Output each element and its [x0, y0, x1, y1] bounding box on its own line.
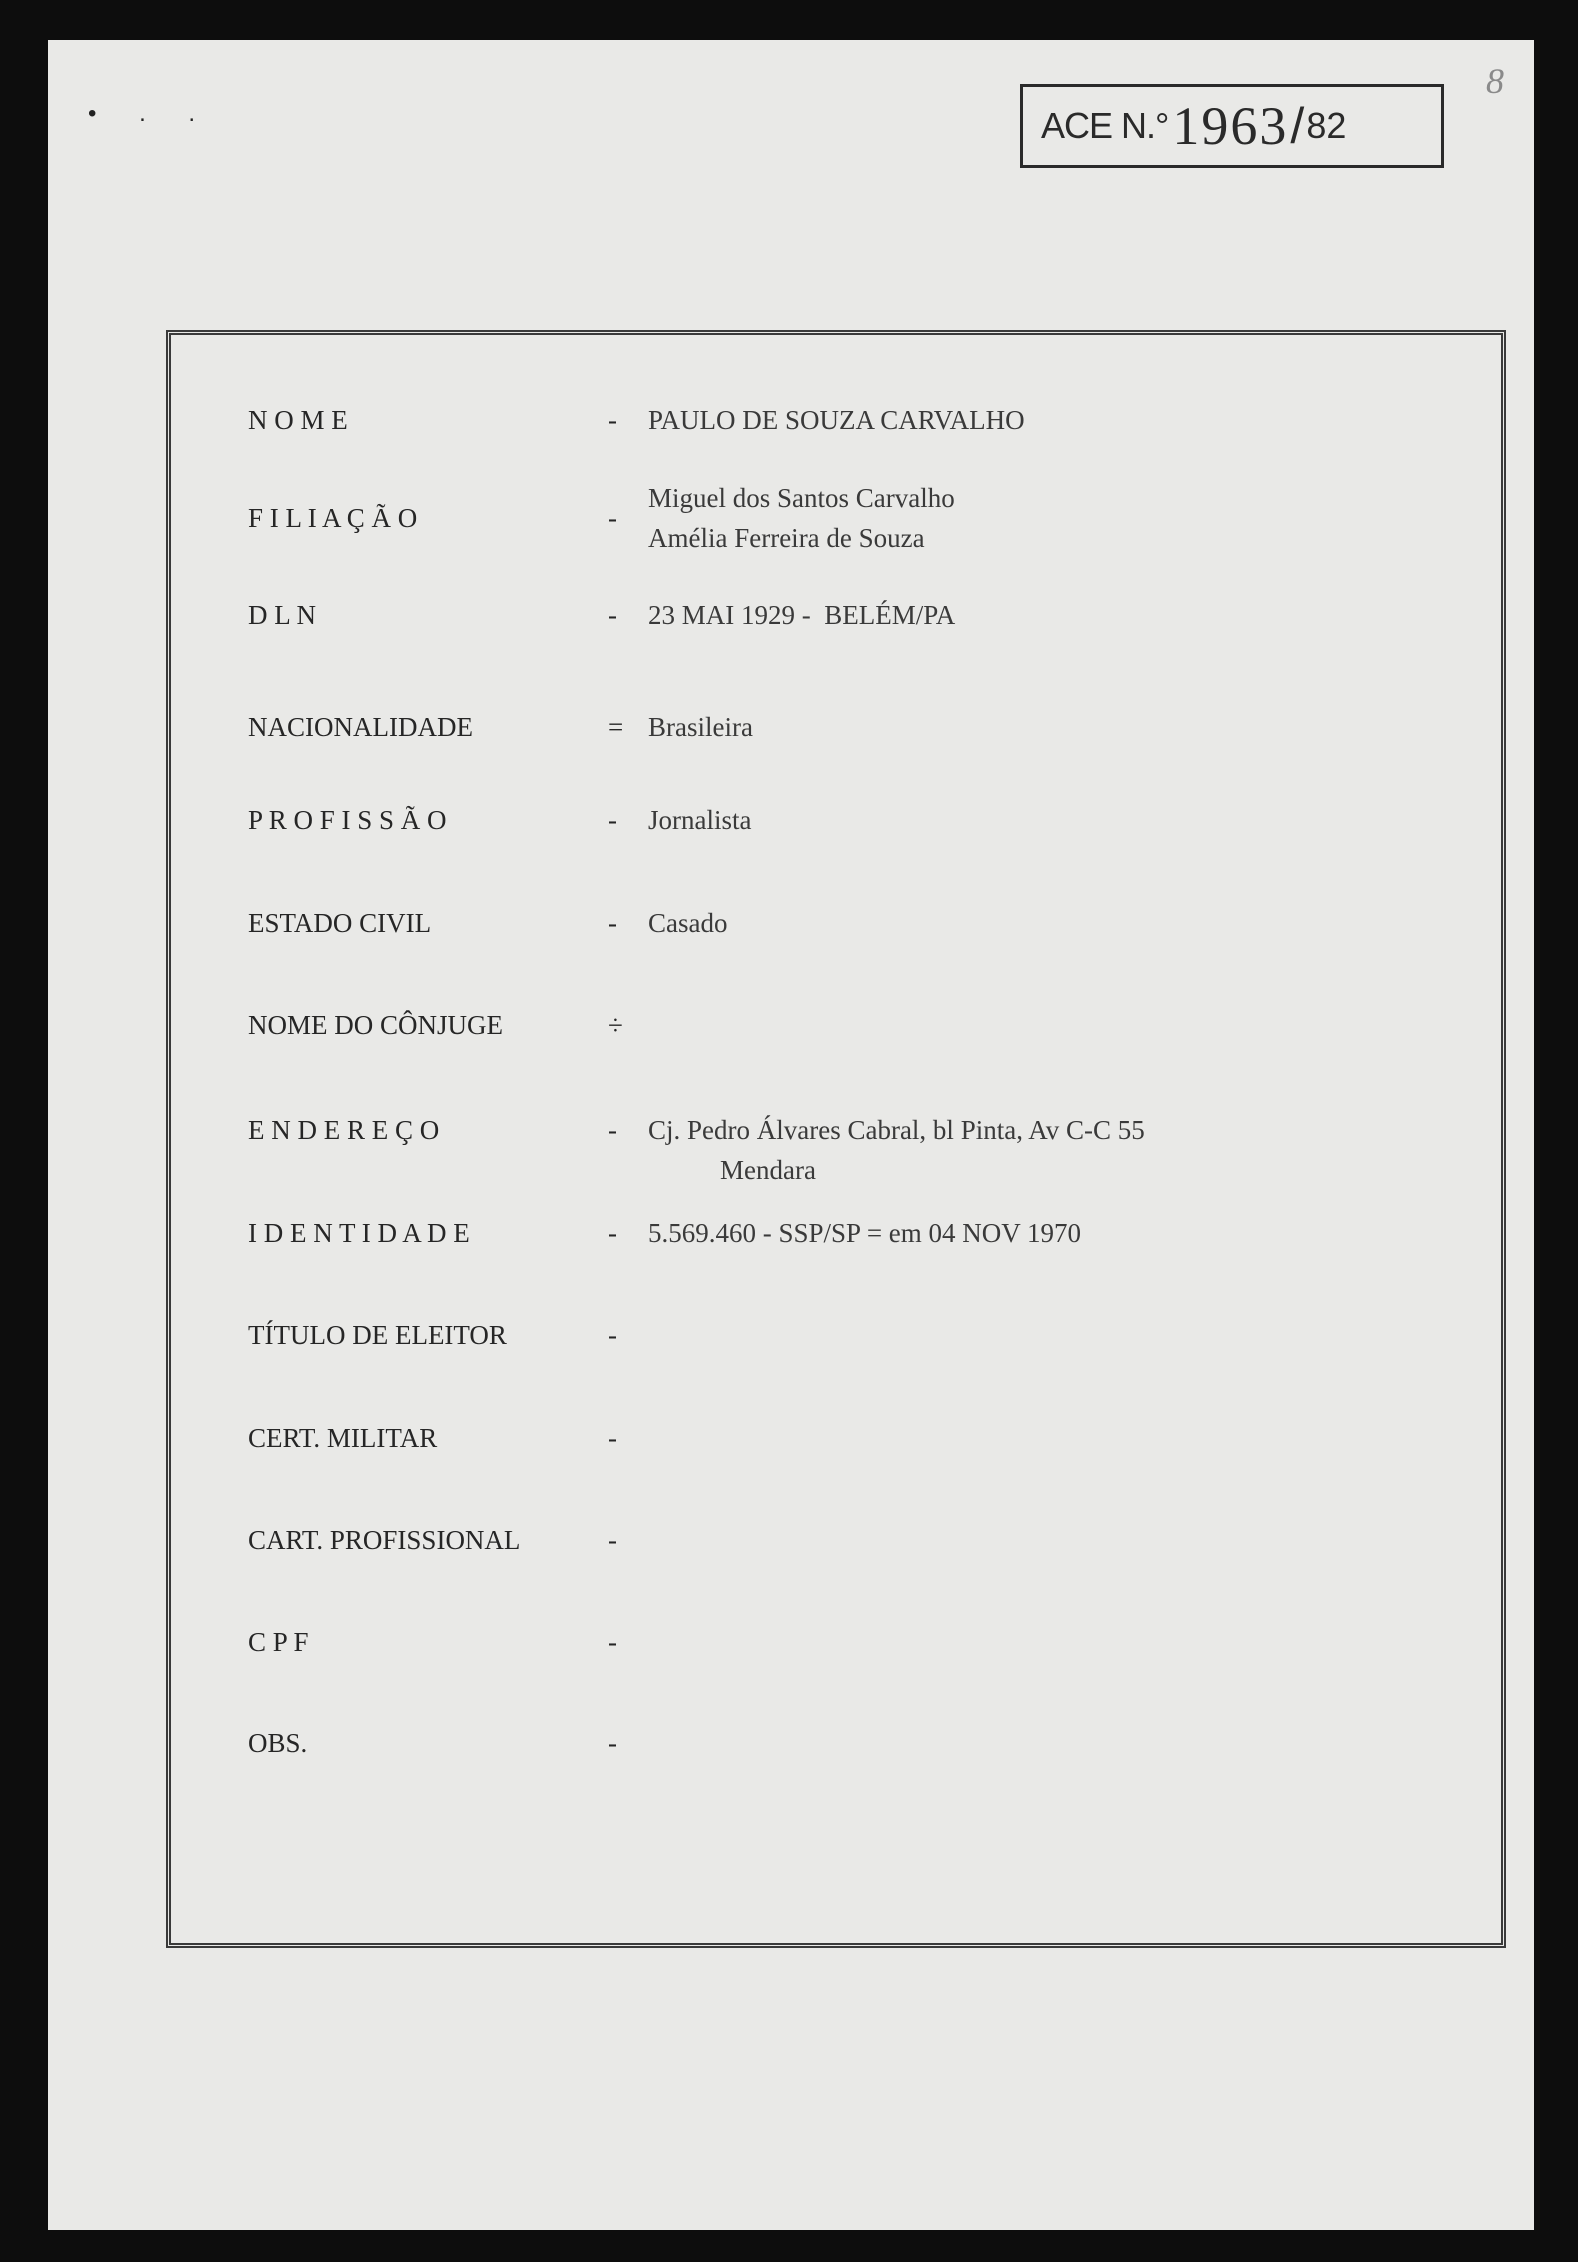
ace-number: 1963 [1172, 96, 1289, 156]
field-value-line: Amélia Ferreira de Souza [648, 523, 925, 553]
field-separator: - [608, 1728, 617, 1758]
field-value-line: 23 MAI 1929 - BELÉM/PA [648, 600, 956, 630]
scan-specks: • . . [88, 100, 214, 127]
field-separator: - [608, 1423, 617, 1453]
ace-number-stamp [1020, 84, 1444, 168]
field-label: F I L I A Ç Ã O [248, 503, 418, 533]
field-row [248, 595, 955, 635]
field-value [648, 478, 955, 558]
field-row [248, 1520, 648, 1560]
field-row [248, 478, 955, 558]
field-separator: ÷ [608, 1010, 623, 1040]
field-label: N O M E [248, 405, 348, 435]
handwritten-page-number: 8 [1486, 61, 1504, 101]
field-value-line: Cj. Pedro Álvares Cabral, bl Pinta, Av C-C 55 [648, 1115, 1145, 1145]
field-separator: - [608, 1115, 617, 1145]
field-row [248, 1110, 1145, 1190]
field-row [248, 1005, 648, 1045]
field-separator: - [608, 908, 617, 938]
field-value-line: Casado [648, 908, 728, 938]
field-value [648, 707, 753, 747]
field-value [648, 1110, 1145, 1190]
field-row [248, 903, 727, 943]
field-row [248, 1418, 648, 1458]
field-separator: - [608, 1627, 617, 1657]
field-separator: - [608, 405, 617, 435]
field-label: TÍTULO DE ELEITOR [248, 1320, 507, 1350]
ace-year: 82 [1306, 105, 1347, 146]
field-label: D L N [248, 600, 316, 630]
field-label: C P F [248, 1627, 309, 1657]
field-separator: - [608, 503, 617, 533]
field-separator: - [608, 805, 617, 835]
field-separator: - [608, 1525, 617, 1555]
field-row [248, 1213, 1081, 1253]
field-row [248, 707, 753, 747]
field-value [648, 595, 955, 635]
field-label: E N D E R E Ç O [248, 1115, 440, 1145]
field-label: NACIONALIDADE [248, 712, 473, 742]
field-value [648, 800, 751, 840]
field-value [648, 903, 727, 943]
field-row [248, 1723, 648, 1763]
field-value [648, 400, 1025, 440]
field-row [248, 1315, 648, 1355]
field-label: P R O F I S S Ã O [248, 805, 447, 835]
ace-label: ACE N.° [1041, 105, 1169, 146]
field-label: I D E N T I D A D E [248, 1218, 470, 1248]
field-row [248, 800, 751, 840]
field-separator: - [608, 600, 617, 630]
field-label: ESTADO CIVIL [248, 908, 432, 938]
field-separator: - [608, 1218, 617, 1248]
field-separator: = [608, 712, 624, 742]
field-row [248, 1622, 648, 1662]
field-value-line: Brasileira [648, 712, 753, 742]
field-label: OBS. [248, 1728, 308, 1758]
field-value-line: PAULO DE SOUZA CARVALHO [648, 405, 1025, 435]
field-value-line: Miguel dos Santos Carvalho [648, 483, 955, 513]
field-label: CART. PROFISSIONAL [248, 1525, 521, 1555]
field-row [248, 400, 1025, 440]
field-value-line: Jornalista [648, 805, 752, 835]
field-label: CERT. MILITAR [248, 1423, 438, 1453]
field-label: NOME DO CÔNJUGE [248, 1010, 503, 1040]
field-value-line: 5.569.460 - SSP/SP = em 04 NOV 1970 [648, 1218, 1082, 1248]
ace-slash: / [1290, 98, 1305, 154]
field-separator: - [608, 1320, 617, 1350]
field-value-line: Mendara [720, 1155, 816, 1185]
field-value [648, 1213, 1081, 1253]
